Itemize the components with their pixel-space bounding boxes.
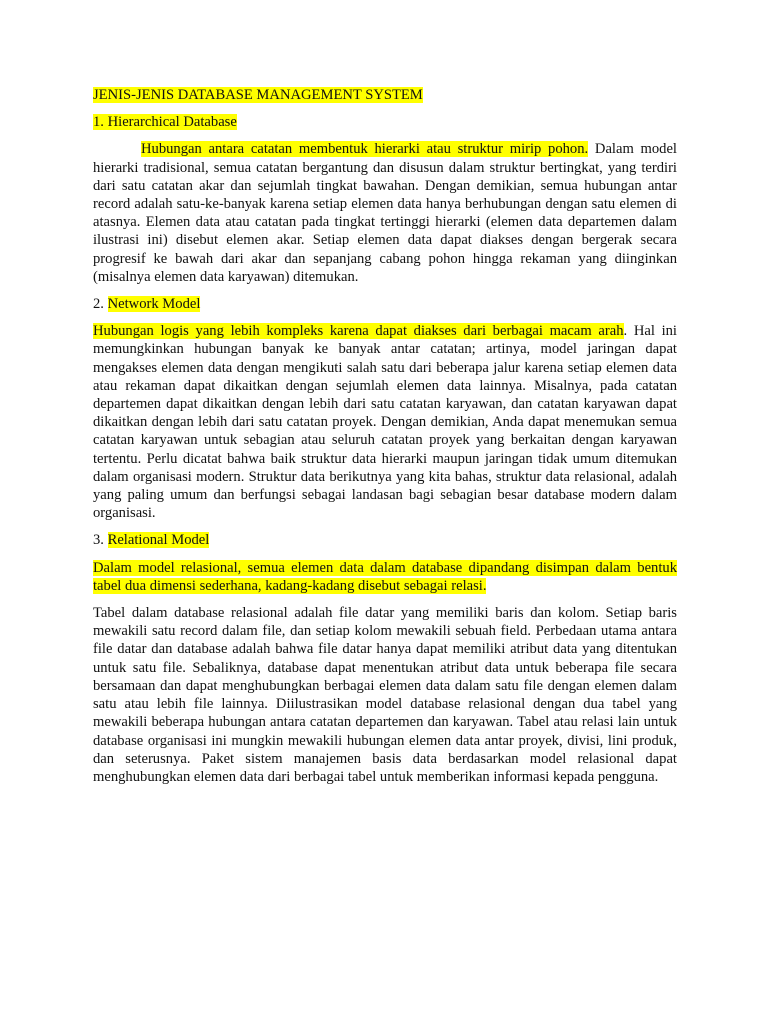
section-number: 1. xyxy=(93,114,108,131)
highlighted-sentence: Hubungan antara catatan membentuk hierarki atau struktur mirip pohon. xyxy=(141,141,589,158)
section-heading-hierarchical xyxy=(93,113,677,131)
paragraph-network xyxy=(93,322,677,522)
section-heading-network xyxy=(93,295,677,313)
paragraph-relational xyxy=(93,604,677,786)
document-title xyxy=(93,86,677,104)
paragraph-hierarchical xyxy=(93,140,677,286)
paragraph-text: Tabel dalam database relasional adalah file datar yang memiliki baris dan kolom. Setiap baris mewakili satu record dalam file, dan setiap kolom mewakili sebuah field. Perbedaan utama antara file datar dan database adalah bahwa file datar hanya dapat memiliki atribut data yang ditentukan untuk satu file. Sebaliknya, database dapat menentukan atribut data untuk beberapa file secara bersamaan dan dapat menghubungkan berbagai elemen data dalam satu file dengan elemen dalam satu atau lebih file lainnya. Diilustrasikan model database relasional dengan dua tabel yang mewakili beberapa hubungan antara catatan departemen dan karyawan. Tabel atau relasi lain untuk database organisasi ini mungkin mewakili hubungan elemen data antar proyek, divisi, lini produk, dan seterusnya. Paket sistem manajemen basis data berdasarkan model relasional dapat menghubungkan elemen data dari berbagai tabel untuk memberikan informasi kepada pengguna. xyxy=(93,605,677,785)
paragraph-text: . Hal ini memungkinkan hubungan banyak ke banyak antar catatan; artinya, model jaringan dapat mengakses elemen data dengan mengikuti salah satu dari beberapa jalur karena setiap elemen data atau rekaman dapat dikaitkan dengan sejumlah elemen data lainnya. Misalnya, pada catatan departemen dapat dikaitkan dengan lebih dari satu catatan karyawan, dan catatan karyawan dapat dikaitkan dengan lebih dari satu catatan proyek. Dengan demikian, Anda dapat menemukan semua catatan karyawan untuk sebagian atau seluruh catatan proyek yang berkaitan dengan karyawan tertentu. Perlu dicatat bahwa baik struktur data hierarki maupun jaringan tidak umum ditemukan dalam organisasi modern. Struktur data berikutnya yang kita bahas, struktur data relasional, adalah yang paling umum dan berfungsi sebagai landasan bagi sebagian besar database modern dalam organisasi. xyxy=(93,323,677,522)
paragraph-text: Dalam model hierarki tradisional, semua catatan bergantung dan disusun dalam struktur bertingkat, yang terdiri dari satu catatan akar dan sejumlah tingkat bawahan. Dengan demikian, semua hubungan antar record adalah satu-ke-banyak karena setiap elemen data hanya berhubungan dengan satu elemen di atasnya. Elemen data atau catatan pada tingkat tertinggi hierarki (elemen data departemen dalam ilustrasi ini) disebut elemen akar. Setiap elemen data dapat diakses dengan bergerak secara progresif ke bawah dari akar dan sepanjang cabang pohon hingga rekaman yang diinginkan (misalnya elemen data karyawan) ditemukan. xyxy=(93,141,677,285)
document-body xyxy=(93,86,677,795)
section-title: Hierarchical Database xyxy=(107,114,237,131)
section-title: Relational Model xyxy=(107,532,210,549)
highlighted-sentence: Hubungan logis yang lebih kompleks karena dapat diakses dari berbagai macam arah xyxy=(93,323,624,340)
highlighted-sentence: Dalam model relasional, semua elemen data dalam database dipandang disimpan dalam bentuk tabel dua dimensi sederhana, kadang-kadang disebut sebagai relasi. xyxy=(93,559,677,594)
paragraph-relational-highlight xyxy=(93,559,677,595)
document-title-text: JENIS-JENIS DATABASE MANAGEMENT SYSTEM xyxy=(93,87,423,103)
section-title: Network Model xyxy=(107,296,201,313)
section-heading-relational xyxy=(93,531,677,549)
section-number: 3. xyxy=(93,532,108,549)
section-number: 2. xyxy=(93,296,108,313)
